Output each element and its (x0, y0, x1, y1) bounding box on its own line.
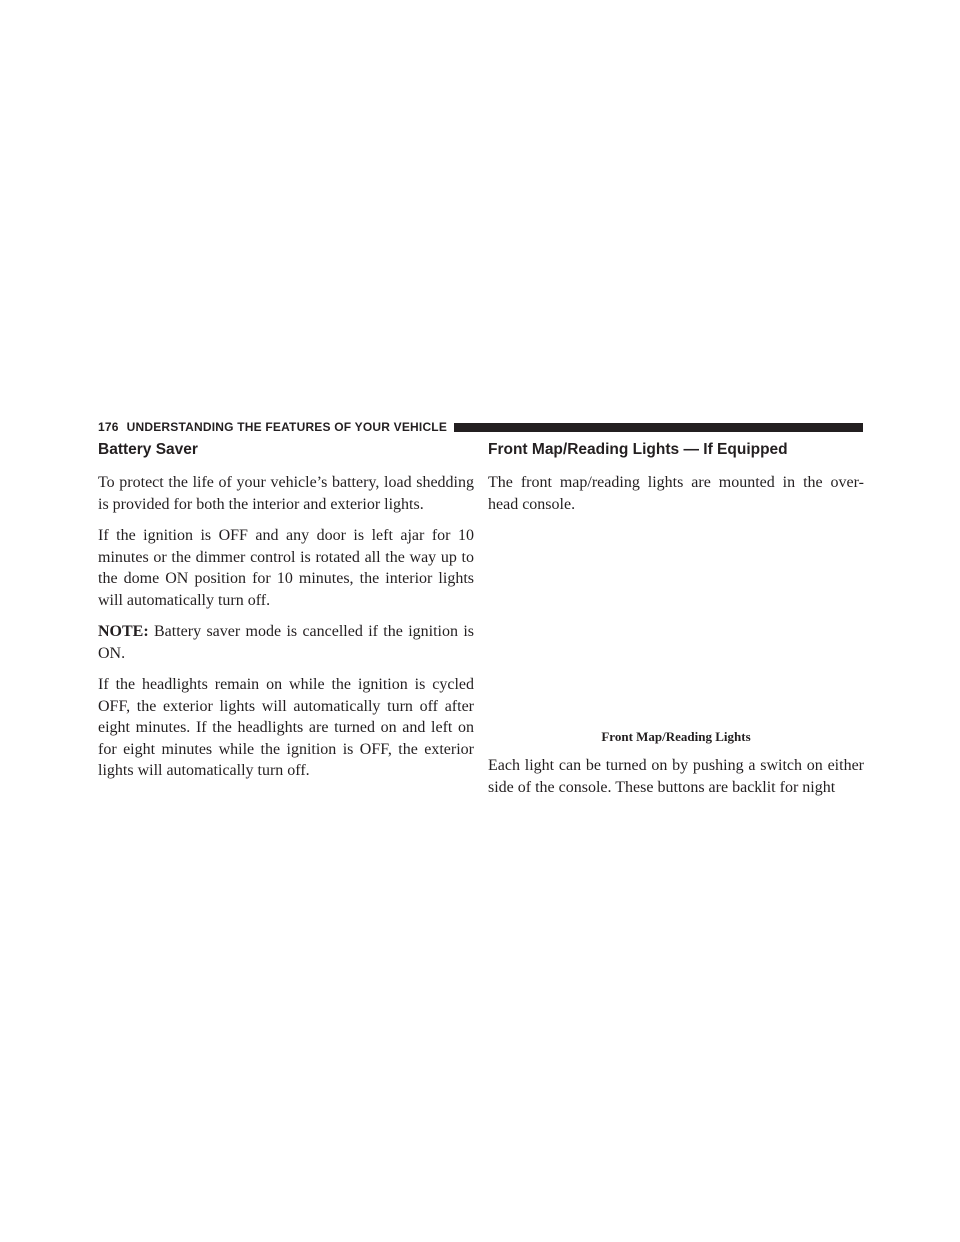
running-header (98, 418, 863, 436)
note-label: NOTE: (98, 623, 149, 640)
right-column (488, 440, 864, 808)
battery-saver-paragraph-1: To protect the life of your vehicle’s battery, load shedding is provided for both the interior and exterior lights. (98, 474, 474, 513)
battery-saver-paragraph-2: If the ignition is OFF and any door is left ajar for 10 minutes or the dimmer control is rotated all the way up to the dome ON position for 10 minutes, the interior lights will automatically turn off. (98, 527, 474, 609)
page-number: 176 (98, 420, 119, 434)
map-lights-paragraph-1: The front map/reading lights are mounted in the over- head console. (488, 474, 864, 513)
header-rule (454, 423, 863, 432)
battery-saver-note (98, 621, 474, 664)
figure-caption: Front Map/Reading Lights (601, 729, 751, 744)
map-lights-paragraph-2: Each light can be turned on by pushing a switch on either side of the console. These buttons are backlit for night (488, 757, 864, 796)
map-lights-heading: Front Map/Reading Lights — If Equipped (488, 441, 788, 458)
note-text: Battery saver mode is cancelled if the ignition is ON. (98, 623, 474, 662)
left-column (98, 440, 474, 792)
map-lights-figure (488, 529, 864, 729)
section-title: UNDERSTANDING THE FEATURES OF YOUR VEHICLE (126, 420, 448, 434)
battery-saver-paragraph-3: If the headlights remain on while the ignition is cycled OFF, the exterior lights will automatically turn off after eight minutes. If the headlights are turned on and left on for eight minutes while the ignition is OFF, the exterior lights will automatically turn off. (98, 676, 474, 779)
battery-saver-heading: Battery Saver (98, 441, 198, 458)
